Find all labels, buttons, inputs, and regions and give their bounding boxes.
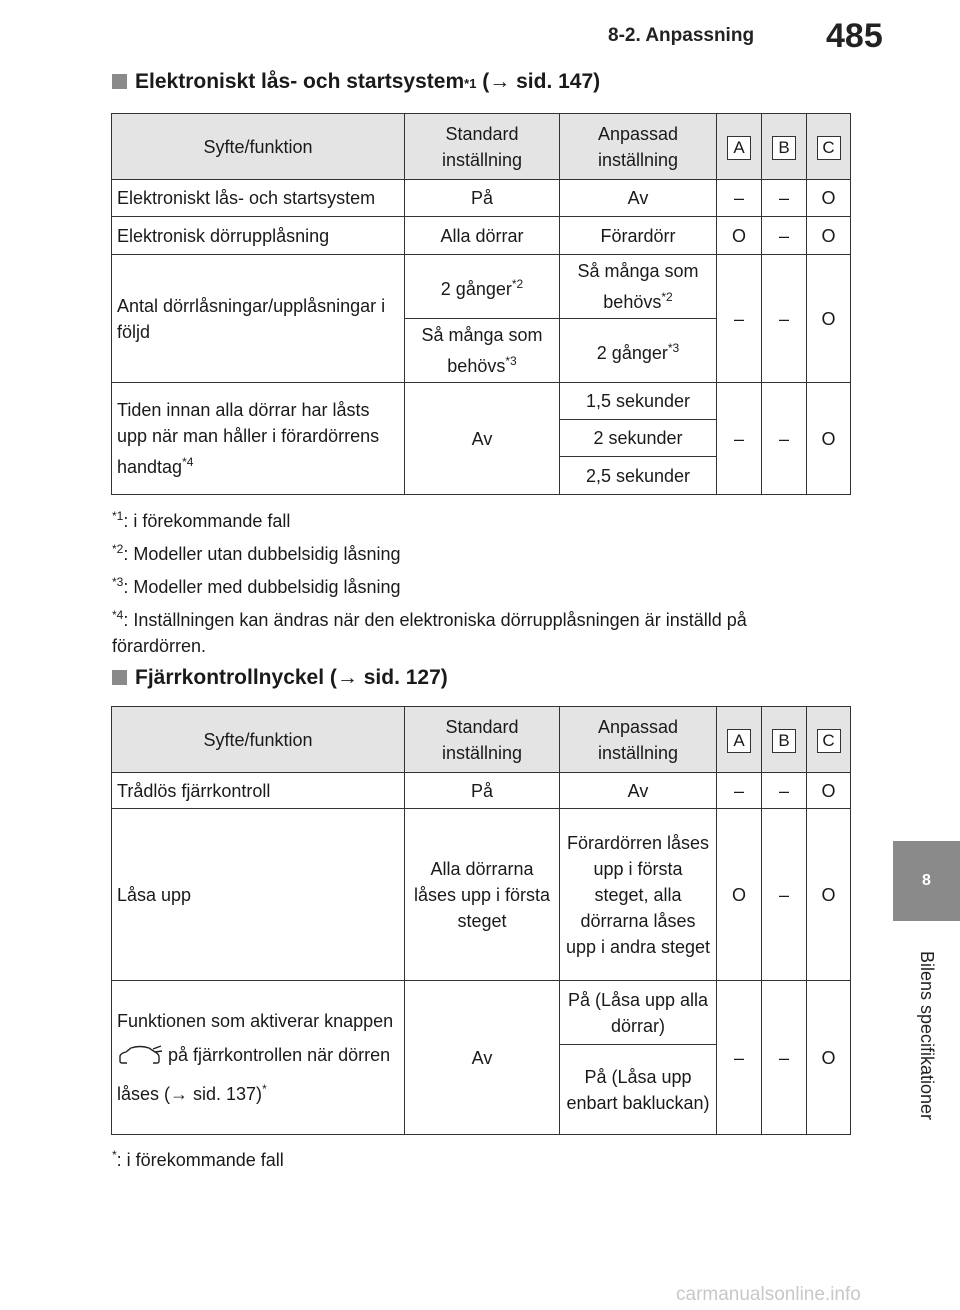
cell-default-sup: *2: [511, 277, 524, 291]
cell-b: –: [762, 809, 807, 981]
cell-custom-sup: *2: [661, 290, 673, 304]
cell-default: Alla dörrarna låses upp i första steget: [405, 809, 560, 981]
col-default: Standard inställning: [405, 114, 560, 180]
footnote-mark: *2: [112, 542, 124, 556]
col-c: [807, 707, 851, 773]
cell-custom: [560, 255, 717, 319]
cell-purpose: Elektroniskt lås- och startsystem: [112, 180, 405, 217]
col-a: [717, 114, 762, 180]
cell-default-sup: *3: [505, 354, 517, 368]
cell-a: –: [717, 255, 762, 383]
cell-c: O: [807, 383, 851, 495]
page-number: 485: [826, 17, 883, 55]
cell-purpose-sup: *4: [182, 455, 194, 469]
col-a: [717, 707, 762, 773]
cell-default: Av: [405, 383, 560, 495]
col-a-label: A: [727, 136, 751, 160]
col-b-label: B: [772, 136, 796, 160]
cell-purpose: Elektronisk dörrupplåsning: [112, 217, 405, 255]
table-row: [112, 773, 851, 809]
section-title: 8-2. Anpassning: [608, 25, 755, 46]
col-c-label: C: [817, 729, 841, 753]
footnote-star: [112, 1142, 284, 1173]
section2-heading-text: Fjärrkontrollnyckel: [135, 666, 325, 689]
footnote-mark: *4: [112, 608, 124, 622]
table-row: [112, 217, 851, 255]
cell-custom-text: 2 gånger: [596, 343, 668, 363]
cell-c: O: [807, 180, 851, 217]
cell-c: O: [807, 981, 851, 1135]
cell-custom: 2,5 sekunder: [560, 457, 717, 495]
col-b-label: B: [772, 729, 796, 753]
section2-heading: [112, 666, 448, 690]
col-a-label: A: [727, 729, 751, 753]
cell-purpose: Antal dörrlåsningar/upplåsningar i följd: [112, 255, 405, 383]
cell-a: –: [717, 773, 762, 809]
footnote-text: : Inställningen kan ändras när den elektroniska dörrupplåsningen är inställd på förardörren.: [112, 610, 747, 656]
footnote-text: : Modeller med dubbelsidig låsning: [123, 577, 401, 597]
section1-heading: [112, 70, 600, 94]
chapter-number: 8: [922, 872, 931, 889]
cell-a: –: [717, 981, 762, 1135]
footnote-4: [112, 602, 832, 659]
cell-default: På: [405, 773, 560, 809]
table-header-row: [112, 707, 851, 773]
cell-custom: 1,5 sekunder: [560, 383, 717, 420]
bullet-square-icon: [112, 74, 127, 89]
cell-purpose: Trådlös fjärrkontroll: [112, 773, 405, 809]
section2-table: [111, 706, 851, 1135]
table-row: [112, 255, 851, 319]
cell-default: Alla dörrar: [405, 217, 560, 255]
col-custom: Anpassad inställning: [560, 114, 717, 180]
cell-custom: Av: [560, 180, 717, 217]
cell-custom: [560, 319, 717, 383]
col-purpose: Syfte/funktion: [112, 114, 405, 180]
footnote-mark: *: [112, 1148, 117, 1162]
bullet-square-icon: [112, 670, 127, 685]
cell-purpose: [112, 981, 405, 1135]
cell-b: –: [762, 773, 807, 809]
footnote-3: [112, 569, 401, 600]
table-row: [112, 383, 851, 420]
cell-default: Av: [405, 981, 560, 1135]
cell-c: O: [807, 773, 851, 809]
cell-custom: På (Låsa upp enbart bakluckan): [560, 1045, 717, 1135]
footnote-1: [112, 503, 290, 534]
car-rear-icon: [117, 1045, 163, 1067]
cell-default: [405, 319, 560, 383]
cell-b: –: [762, 981, 807, 1135]
chapter-tab: [893, 841, 960, 921]
table-row: [112, 809, 851, 981]
cell-custom: Förardörren låses upp i första steget, alla dörrarna låses upp i andra steget: [560, 809, 717, 981]
col-b: [762, 707, 807, 773]
footnote-mark: *1: [112, 509, 124, 523]
cell-a: –: [717, 383, 762, 495]
cell-custom: På (Låsa upp alla dörrar): [560, 981, 717, 1045]
cell-custom: Av: [560, 773, 717, 809]
col-c: [807, 114, 851, 180]
cell-custom: 2 sekunder: [560, 420, 717, 457]
cell-purpose: Låsa upp: [112, 809, 405, 981]
cell-b: –: [762, 217, 807, 255]
cell-default-text: Så många som behövs: [421, 325, 543, 376]
footnote-text: : i förekommande fall: [116, 1150, 284, 1170]
section1-heading-sup: *1: [464, 76, 477, 91]
cell-a: O: [717, 217, 762, 255]
footnote-text: : Modeller utan dubbelsidig låsning: [123, 544, 401, 564]
footnote-2: [112, 536, 401, 567]
cell-purpose-text-2: på fjärrkontrollen när dörren låses (→ sid. 137): [117, 1045, 391, 1104]
col-b: [762, 114, 807, 180]
cell-custom-text: Så många som behövs: [577, 261, 699, 312]
cell-b: –: [762, 255, 807, 383]
cell-purpose: [112, 383, 405, 495]
watermark: carmanualsonline.info: [676, 1284, 861, 1305]
cell-purpose-sup: *: [262, 1082, 267, 1096]
footnote-text: : i förekommande fall: [123, 511, 291, 531]
cell-default: [405, 255, 560, 319]
chapter-title-text: Bilens specifikationer: [917, 950, 937, 1120]
col-custom: Anpassad inställning: [560, 707, 717, 773]
col-purpose: Syfte/funktion: [112, 707, 405, 773]
section2-heading-ref: (→ sid. 127): [329, 666, 448, 689]
cell-c: O: [807, 809, 851, 981]
cell-c: O: [807, 255, 851, 383]
cell-c: O: [807, 217, 851, 255]
cell-b: –: [762, 180, 807, 217]
cell-a: O: [717, 809, 762, 981]
footnote-mark: *3: [112, 575, 124, 589]
col-default: Standard inställning: [405, 707, 560, 773]
table-row: [112, 180, 851, 217]
section1-table: [111, 113, 851, 495]
chapter-title: [893, 930, 960, 1140]
table-header-row: [112, 114, 851, 180]
cell-purpose-text-1: Funktionen som aktiverar knappen: [117, 1011, 394, 1031]
cell-default: På: [405, 180, 560, 217]
cell-b: –: [762, 383, 807, 495]
cell-default-text: 2 gånger: [440, 279, 512, 299]
cell-custom-sup: *3: [667, 341, 680, 355]
table-row: [112, 981, 851, 1045]
section1-heading-text: Elektroniskt lås- och startsystem: [135, 70, 465, 93]
cell-purpose-text: Tiden innan alla dörrar har låsts upp när man håller i förardörrens handtag: [117, 400, 380, 477]
cell-a: –: [717, 180, 762, 217]
cell-custom: Förardörr: [560, 217, 717, 255]
section1-heading-ref: (→ sid. 147): [482, 70, 601, 93]
col-c-label: C: [817, 136, 841, 160]
